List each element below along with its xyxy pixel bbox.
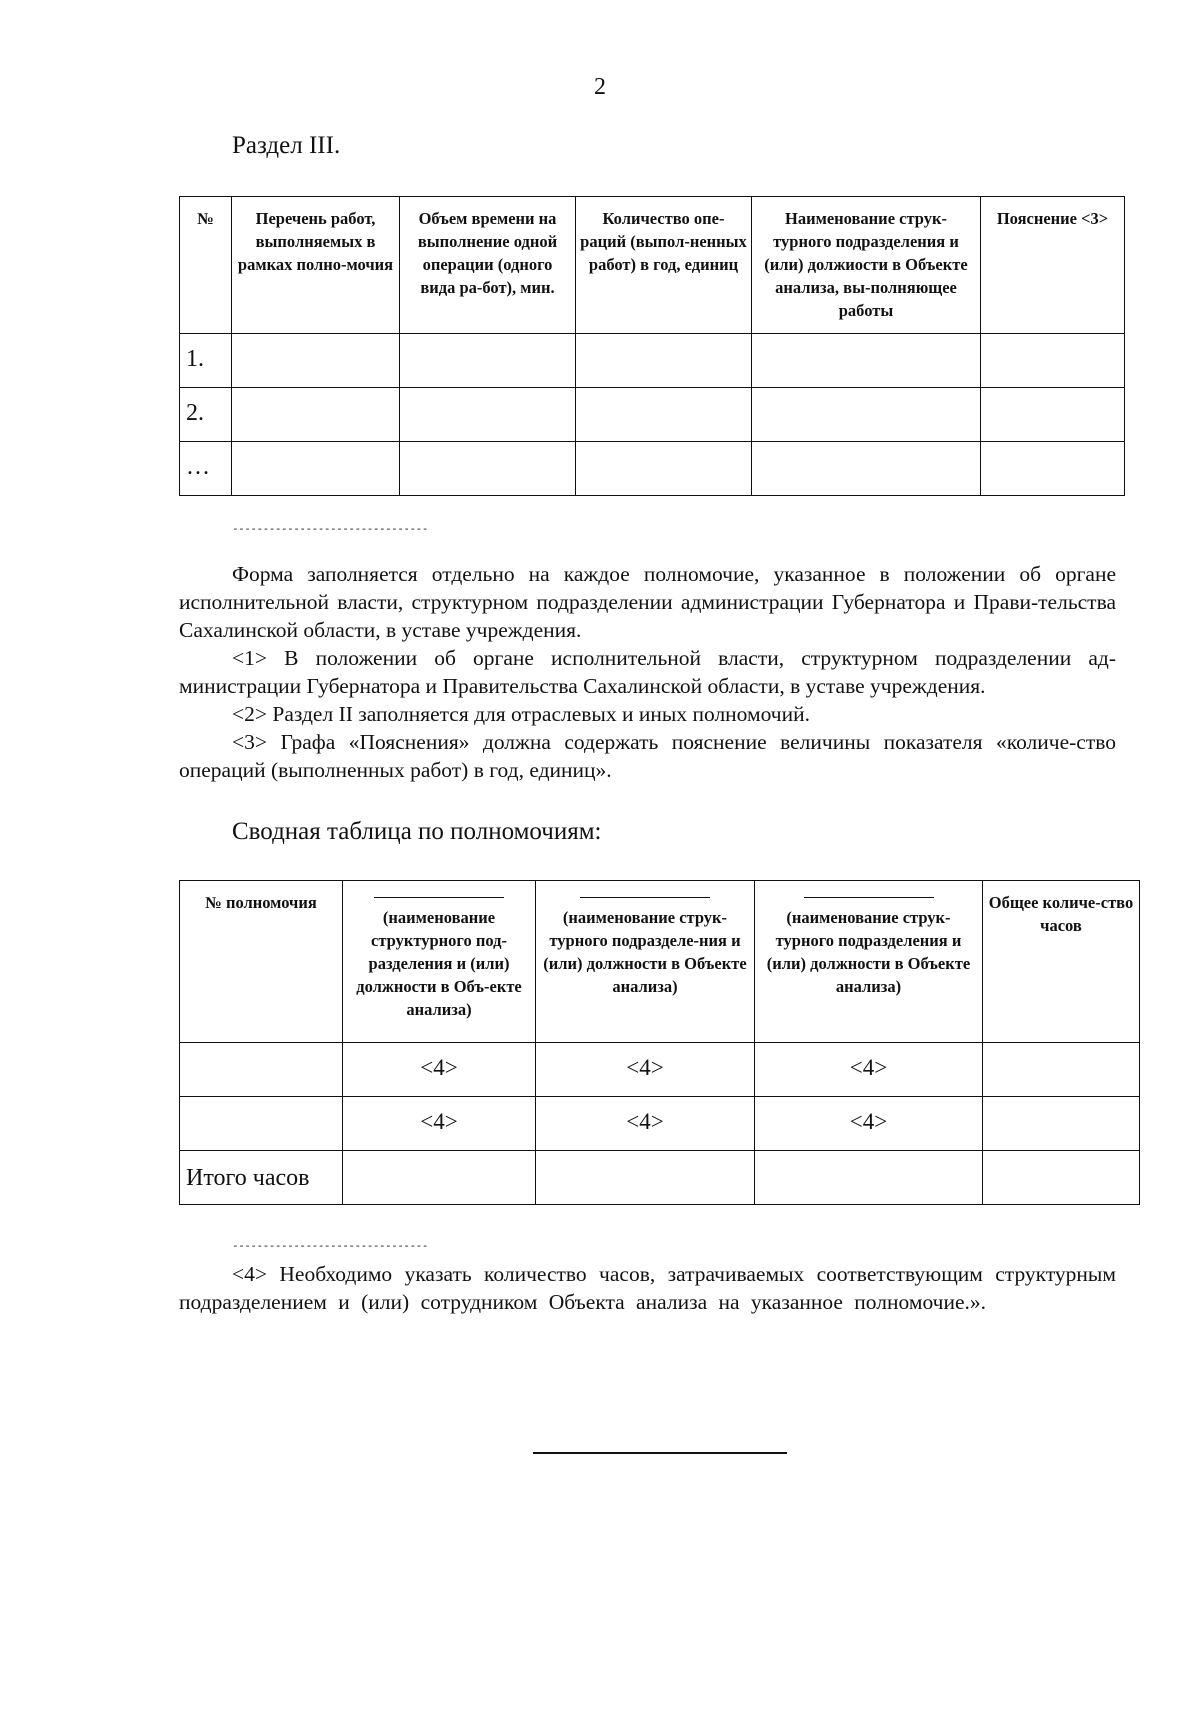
table-cell: [981, 442, 1125, 496]
row-number: …: [180, 442, 232, 496]
total-row: [180, 1151, 1140, 1205]
table-cell: [576, 334, 752, 388]
final-footnote: <4> Необходимо указать количество часов, затрачиваемых соответствующим структурным подразделением и (или) сотрудником Объекта анализа на указанное полномочие.».: [179, 1262, 1116, 1314]
table-cell: [983, 1043, 1140, 1097]
hours-mark: <4>: [755, 1097, 983, 1151]
table-cell: [981, 334, 1125, 388]
blank-line: [374, 897, 504, 898]
blank-line: [804, 897, 934, 898]
table-cell: [752, 388, 981, 442]
summary-table-header: [180, 881, 1140, 1043]
table-row: [180, 1043, 1140, 1097]
footnote-separator: --------------------------------: [232, 522, 428, 535]
row-number: 2.: [180, 388, 232, 442]
table-cell: [983, 1097, 1140, 1151]
table-row: [180, 388, 1125, 442]
table-cell: [343, 1151, 536, 1205]
table-cell: [400, 442, 576, 496]
header-unit-2-text: (наименование струк-турного подразделе-ния и (или) должности в Объекте анализа): [543, 908, 747, 996]
header-explanation: Пояснение <3>: [981, 197, 1125, 334]
table-cell: [536, 1151, 755, 1205]
hours-mark: <4>: [536, 1043, 755, 1097]
row-number: 1.: [180, 334, 232, 388]
note-paragraph: Форма заполняется отдельно на каждое полномочие, указанное в положении об органе исполнительной власти, структурном подразделении администрации Губернатора и Прави-тельства Сахалинской области, в уставе учреждения.: [179, 562, 1116, 642]
header-operations-count: Количество опе-раций (выпол-ненных работ) в год, единиц: [576, 197, 752, 334]
hours-mark: <4>: [343, 1097, 536, 1151]
header-unit-1: [343, 881, 536, 1043]
summary-table: [179, 880, 1140, 1205]
note-paragraph: <2> Раздел II заполняется для отраслевых и иных полномочий.: [232, 702, 811, 726]
header-unit-2: [536, 881, 755, 1043]
table-cell: [752, 442, 981, 496]
table-cell: [180, 1097, 343, 1151]
table-cell: [232, 388, 400, 442]
note-paragraph: <1> В положении об органе исполнительной власти, структурном подразделении ад-министрации Губернатора и Правительства Сахалинской области, в уставе учреждения.: [179, 646, 1116, 698]
header-unit-3: [755, 881, 983, 1043]
end-line: [533, 1452, 787, 1454]
header-total-hours: Общее количе-ство часов: [983, 881, 1140, 1043]
header-number: №: [180, 197, 232, 334]
page-number: 2: [594, 74, 606, 100]
table-cell: [983, 1151, 1140, 1205]
blank-line: [580, 897, 710, 898]
hours-mark: <4>: [536, 1097, 755, 1151]
header-authority-number: № полномочия: [180, 881, 343, 1043]
table-cell: [576, 442, 752, 496]
table-cell: [755, 1151, 983, 1205]
header-works-list: Перечень работ, выполняемых в рамках полно-мочия: [232, 197, 400, 334]
table-cell: [232, 334, 400, 388]
header-unit-3-text: (наименование струк-турного подразделения и (или) должности в Объекте анализа): [766, 908, 971, 996]
note-paragraph: <3> Графа «Пояснения» должна содержать пояснение величины показателя «количе-ство операций (выполненных работ) в год, единиц».: [179, 730, 1116, 782]
table-cell: [180, 1043, 343, 1097]
section-title: Раздел III.: [232, 132, 341, 159]
header-unit-name: Наименование струк-турного подразделения и (или) должиости в Объекте анализа, вы-полняющее работы: [752, 197, 981, 334]
hours-mark: <4>: [343, 1043, 536, 1097]
hours-mark: <4>: [755, 1043, 983, 1097]
table-cell: [400, 388, 576, 442]
table-cell: [400, 334, 576, 388]
works-table: [179, 196, 1125, 496]
notes-block: [179, 560, 1116, 784]
header-unit-1-text: (наименование структурного под-разделения и (или) должности в Объ-екте анализа): [356, 908, 522, 1019]
table-row: [180, 1097, 1140, 1151]
table-cell: [232, 442, 400, 496]
works-table-header: [180, 197, 1125, 334]
table-row: [180, 442, 1125, 496]
total-hours-label: Итого часов: [180, 1151, 343, 1205]
table-cell: [752, 334, 981, 388]
footnote-separator: --------------------------------: [232, 1239, 428, 1252]
header-time-volume: Объем времени на выполнение одной операции (одного вида ра-бот), мин.: [400, 197, 576, 334]
table-row: [180, 334, 1125, 388]
table-cell: [576, 388, 752, 442]
table-cell: [981, 388, 1125, 442]
summary-title: Сводная таблица по полномочиям:: [232, 818, 602, 845]
